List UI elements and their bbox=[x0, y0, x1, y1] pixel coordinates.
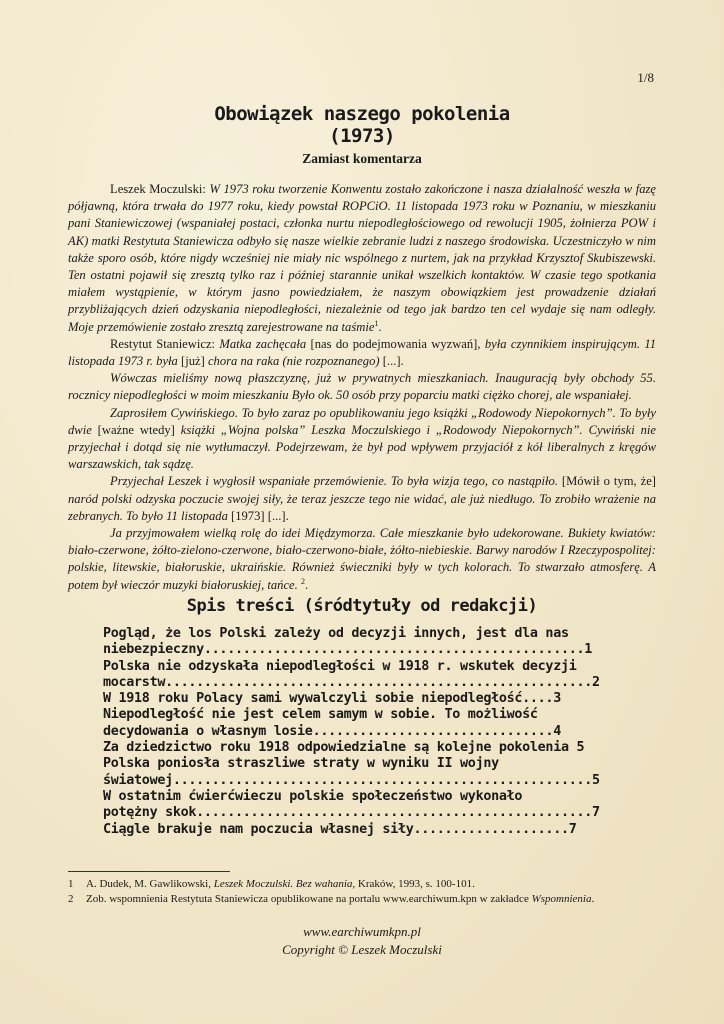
page-number: 1/8 bbox=[637, 70, 654, 85]
table-of-contents bbox=[103, 626, 663, 838]
document-title-year: (1973) bbox=[329, 125, 395, 147]
footer-copyright: Copyright © Leszek Moczulski bbox=[282, 942, 442, 957]
toc-line: decydowania o własnym losie...............................4 bbox=[103, 723, 561, 739]
toc-line: Pogląd, że los Polski zależy od decyzji innych, jest dla nas bbox=[103, 626, 569, 641]
toc-line: W 1918 roku Polacy sami wywalczyli sobie niepodległość....3 bbox=[103, 691, 561, 707]
toc-title: Spis treści (śródtytuły od redakcji) bbox=[186, 596, 538, 616]
toc-line: Polska poniosła straszliwe straty w wyniku II wojny bbox=[103, 756, 499, 772]
paragraph: Przyjechał Leszek i wygłosił wspaniałe przemówienie. To była wizja tego, co nastąpiło. [Mówił o tym, że] naród polski odzyska poczucie swojej siły, że teraz jeszcze tego nie widać, ale już niedługo. To zrobiło wrażenie na zebranych. To było 11 listopada [1973] [...]. bbox=[68, 474, 656, 523]
paragraph: Restytut Staniewicz: Matka zachęcała [nas do podejmowania wyzwań], była czynnikiem inspirującym. 11 listopada 1973 r. była [już] chora na raka (nie rozpoznanego) [...]. bbox=[68, 336, 657, 369]
toc-line: niebezpieczny.................................................1 bbox=[103, 642, 592, 658]
footnote-ref: 2 bbox=[300, 576, 305, 586]
toc-line: W ostatnim ćwierćwieczu polskie społeczeństwo wykonało bbox=[103, 788, 523, 804]
footnote: 1 A. Dudek, M. Gawlikowski, Leszek Moczulski. Bez wahania, Kraków, 1993, s. 100-101. bbox=[68, 878, 475, 890]
toc-line: Polska nie odzyskała niepodległości w 1918 r. wskutek decyzji bbox=[103, 658, 577, 674]
document-title: Obowiązek naszego pokolenia bbox=[214, 103, 510, 125]
toc-line: Ciągle brakuje nam poczucia własnej siły....................7 bbox=[103, 821, 577, 837]
toc-line: mocarstw.......................................................2 bbox=[103, 674, 600, 690]
toc-line: potężny skok...................................................7 bbox=[103, 805, 600, 821]
footer bbox=[0, 923, 724, 959]
paragraph: Zaprosiłem Cywińskiego. To było zaraz po opublikowaniu jego książki „Rodowody Niepokornych”. To były dwie [ważne wtedy] książki „Wojna polska” Leszka Moczulskiego i „Rodowody Niepokornych”. Cywiński nie przyjechał i dotąd się nie wytłumaczył. Podejrzewam, że był pod wpływem przyjaciół z kół liberalnych z kręgów warszawskich, tak sądzę. bbox=[68, 405, 656, 472]
footnotes bbox=[68, 877, 668, 907]
toc-line: światowej......................................................5 bbox=[103, 772, 600, 788]
toc-line: Za dziedzictwo roku 1918 odpowiedzialne są kolejne pokolenia 5 bbox=[103, 740, 585, 756]
title-block bbox=[0, 103, 724, 167]
footer-url[interactable]: www.earchiwumkpn.pl bbox=[303, 924, 421, 939]
toc-line: Niepodległość nie jest celem samym w sobie. To możliwość bbox=[103, 707, 538, 723]
footnote: 2 Zob. wspomnienia Restytuta Staniewicza opublikowane na portalu www.earchiwum.kpn w zakładce Wspomnienia. bbox=[68, 893, 595, 905]
paragraph: Leszek Moczulski: W 1973 roku tworzenie Konwentu zostało zakończone i nasza działalność weszła w fazę półjawną, która trwała do 1977 roku, kiedy powstał ROPCiO. 11 listopada 1973 roku w Poznaniu, w mieszkaniu pani Staniewiczowej (wspaniałej postaci, członka nurtu niepodległościowego od rewolucji 1905, żołnierza POW i AK) matki Restytuta Staniewicza odbyło się nasze wielkie zebranie ludzi z naszego środowiska. Uczestniczyło w nim także sporo osób, które nigdy wcześniej nie miały nic wspólnego z nurtem, jak na przykład Krzysztof Skubiszewski. Ten ostatni pojawił się zresztą tylko raz i później starannie unikał wszelkich kontaktów. W czasie tego spotkania miałem wystąpienie, w którym jasno powiedziałem, że naszym obowiązkiem jest prowadzenie działań przybliżających dzień odzyskania niepodległości, niezależnie od tego jak bardzo ten cel wydaje się nam odległy. Moje przemówienie zostało zresztą zarejestrowane na taśmie$^1$. bbox=[68, 182, 656, 334]
body-text bbox=[68, 181, 656, 594]
footnote-divider bbox=[68, 871, 230, 872]
footnote-ref: 1 bbox=[374, 318, 379, 328]
paragraph: Wówczas mieliśmy nową płaszczyznę, już w prywatnych mieszkaniach. Inauguracją były obchody 55. rocznicy niepodległości w moim mieszkaniu Było ok. 50 osób przy poparciu matki ciężko chorej, ale wspaniałej. bbox=[68, 371, 656, 403]
paragraph: Ja przyjmowałem wielką rolę do idei Międzymorza. Całe mieszkanie było udekorowane. Bukiety kwiatów: biało-czerwone, żółto-zielono-czerwone, biało-czerwono-białe, żółto-niebieskie. Barwy narodów I Rzeczypospolitej: polskie, litewskie, białoruskie, ukraińskie. Również świeczniki były w tych kolorach. To stwarzało atmosferę. A potem był wieczór muzyki białoruskiej, tańce. $^2$. bbox=[68, 526, 656, 592]
document-subtitle: Zamiast komentarza bbox=[302, 151, 422, 166]
